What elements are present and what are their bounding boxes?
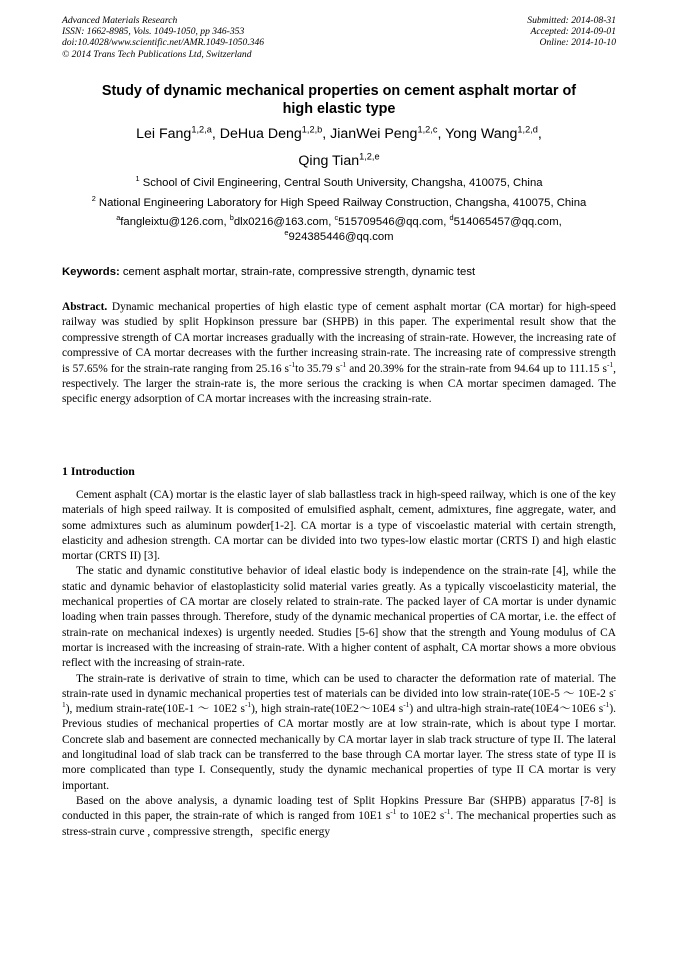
- affiliation-number: 2: [91, 194, 96, 204]
- author-separator: ,: [211, 126, 220, 142]
- doi-line: doi:10.4028/www.scientific.net/AMR.1049-1050.346: [62, 37, 265, 49]
- introduction-body: [62, 488, 616, 840]
- email-address[interactable]: dlx0216@163.com: [233, 216, 329, 228]
- abstract-text: , respectively. The larger the strain-rate is, the more serious the cracking is when CA mortar specimen damaged. The specific energy adsorption of CA mortar increases with the increasing strain-rate.: [62, 362, 616, 406]
- paragraph-1: Cement asphalt (CA) mortar is the elastic layer of slab ballastless track in high-speed railway, which is one of the key materials of high speed railway. It is composited of emulsified asphalt, cement, admixtures, fine aggregate, water, and some admixtures such as aluminum powder[1-2]. CA mortar is a type of viscoelastic material with certain strength, elasticity and adhesion strength. CA mortar can be divided into two types-low elastic mortar (CRTS I) and high elastic mortar (CRTS II) [3].: [62, 489, 616, 563]
- abstract-text: Dynamic mechanical properties of high elastic type of cement asphalt mortar (CA mortar) for high-speed railway was studied by split Hopkinson pressure bar (SHPB) in this paper. The experimental result show that the compressive strength of CA mortar increases gradually with the increasing of strain-rate. However, the increasing rate of compressive of CA mortar decreases with the further increasing strain-rate. The increasing rate of compressive strength is 57.65% for the strain-rate ranging from 25.16 s: [62, 301, 616, 375]
- email-separator: ,: [223, 216, 230, 228]
- email-line-2: [62, 227, 616, 245]
- author-name: Yong Wang: [445, 126, 518, 142]
- unit-exponent: -1: [340, 359, 347, 369]
- abstract-label: Abstract.: [62, 301, 108, 313]
- email-address[interactable]: fangleixtu@126.com: [120, 216, 224, 228]
- author-line-1: [62, 121, 616, 148]
- paragraph-2: The static and dynamic constitutive behavior of ideal elastic body is independence on the strain-rate [4], while the static and dynamic behavior of elastoplasticity solid material varies greatly. As a typically viscoelasticity material, the mechanical properties of CA mortar are closely related to strain-rate. The packed layer of CA mortar is under dynamic loading when train passes through. Therefore, study of the dynamic mechanical properties of CA mortar, i.e. the effect of strain-rate on mechanical indexes) is urgently needed. Studies [5-6] show that the strength and Young modulus of CA mortar is increased with the increasing of strain-rate. With a higher content of asphalt, CA mortar shows a more obvious reflect with the increasing of strain-rate.: [62, 565, 616, 670]
- keywords-label: Keywords:: [62, 266, 120, 278]
- unit-exponent: -1: [403, 700, 410, 710]
- unit-exponent: -1: [444, 807, 451, 817]
- email-mark: d: [449, 213, 454, 223]
- author-affil-mark: 1,2,c: [417, 124, 438, 135]
- paper-title: [62, 82, 616, 118]
- paragraph-text: ). Previous studies of mechanical properties of CA mortar mostly are at low strain-rate, which is about type I mortar. Concrete slab and basement are connected mechanically by CA mortar layer in slab track structure of type II. The lateral and longitudinal load of slab track can be transferred to the base through CA mortar layer. The stress state of type II is more complicated than type I. Consequently, study the dynamic mechanical properties of type II CA mortar is very important.: [62, 703, 616, 792]
- abstract-text: and 20.39% for the strain-rate from 94.64 up to 111.15 s: [346, 362, 607, 375]
- email-address[interactable]: 514065457@qq.com: [453, 216, 559, 228]
- abstract: [62, 300, 616, 408]
- submitted-date: Submitted: 2014-08-31: [527, 15, 616, 26]
- author-name: Qing Tian: [298, 153, 360, 169]
- author-affil-mark: 1,2,b: [301, 124, 323, 135]
- online-date: Online: 2014-10-10: [539, 37, 616, 49]
- accepted-date: Accepted: 2014-09-01: [530, 26, 616, 38]
- unit-exponent: -1: [603, 700, 610, 710]
- paragraph-3: [62, 672, 616, 794]
- paragraph-text: to 10E2 s: [396, 810, 445, 823]
- email-line-1: [62, 215, 616, 230]
- author-line-2: [62, 148, 616, 175]
- author-affil-mark: 1,2,a: [191, 124, 212, 135]
- affiliation-text: School of Civil Engineering, Central South University, Changsha, 410075, China: [139, 177, 543, 189]
- unit-exponent: -1: [244, 700, 252, 710]
- email-mark: b: [229, 213, 234, 223]
- email-mark: e: [284, 227, 289, 237]
- email-list: [62, 215, 616, 244]
- author-list: [62, 121, 616, 175]
- paragraph-4: [62, 794, 616, 840]
- email-separator: ,: [443, 216, 450, 228]
- author-name: JianWei Peng: [330, 126, 418, 142]
- email-separator: ,: [558, 216, 562, 228]
- author-separator: ,: [322, 126, 331, 142]
- paragraph-text: ), high strain-rate(10E2～10E4 s: [251, 703, 404, 716]
- journal-header-right: [527, 15, 616, 49]
- affiliation-number: 1: [135, 174, 140, 184]
- affiliation-2: [62, 196, 616, 211]
- abstract-text: to 35.79 s: [295, 362, 341, 375]
- paragraph-text: The strain-rate is derivative of strain to time, which can be used to character the deformation rate of material. The strain-rate used in dynamic mechanical properties test of materials can be divided into low strain-rate(10E-5 ～ 10E-2 s: [62, 672, 616, 700]
- author-affil-mark: 1,2,e: [359, 151, 380, 162]
- paragraph-text: Based on the above analysis, a dynamic loading test of Split Hopkins Pressure Bar (SHPB) apparatus [7-8] is conducted in this paper, the strain-rate of which is ranged from 10E1 s: [62, 794, 616, 823]
- unit-exponent: -1: [606, 359, 614, 369]
- keywords: [62, 265, 616, 280]
- unit-exponent: -1: [62, 685, 616, 710]
- author-name: DeHua Deng: [219, 126, 302, 142]
- journal-name: Advanced Materials Research: [62, 15, 178, 26]
- title-line-1: Study of dynamic mechanical properties on cement asphalt mortar of: [101, 83, 577, 99]
- author-separator: ,: [537, 126, 542, 142]
- author-name: Lei Fang: [136, 126, 192, 142]
- author-affil-mark: 1,2,d: [517, 124, 538, 135]
- journal-header-left: [62, 15, 264, 60]
- section-heading-introduction: 1 Introduction: [62, 464, 135, 478]
- paragraph-text: ) and ultra-high strain-rate(10E4～10E6 s: [409, 703, 604, 716]
- unit-exponent: -1: [288, 359, 296, 369]
- keywords-text: cement asphalt mortar, strain-rate, compressive strength, dynamic test: [119, 266, 476, 278]
- email-mark: a: [116, 213, 121, 223]
- affiliation-text: National Engineering Laboratory for High Speed Railway Construction, Changsha, 410075, China: [95, 197, 587, 209]
- affiliation-1: [62, 176, 616, 191]
- paragraph-text: . The mechanical properties such as stress-strain curve , compressive strength，specific energy: [62, 810, 616, 838]
- email-separator: ,: [328, 216, 335, 228]
- issn-line: ISSN: 1662-8985, Vols. 1049-1050, pp 346-353: [62, 26, 245, 38]
- paragraph-text: ), medium strain-rate(10E-1 ～ 10E2 s: [65, 703, 245, 716]
- author-separator: ,: [437, 126, 446, 142]
- title-line-2: high elastic type: [282, 101, 396, 117]
- copyright-line: © 2014 Trans Tech Publications Ltd, Switzerland: [62, 48, 252, 60]
- unit-exponent: -1: [390, 807, 397, 817]
- email-address[interactable]: 924385446@qq.com: [288, 230, 394, 243]
- email-address[interactable]: 515709546@qq.com: [338, 216, 444, 228]
- email-mark: c: [334, 213, 339, 223]
